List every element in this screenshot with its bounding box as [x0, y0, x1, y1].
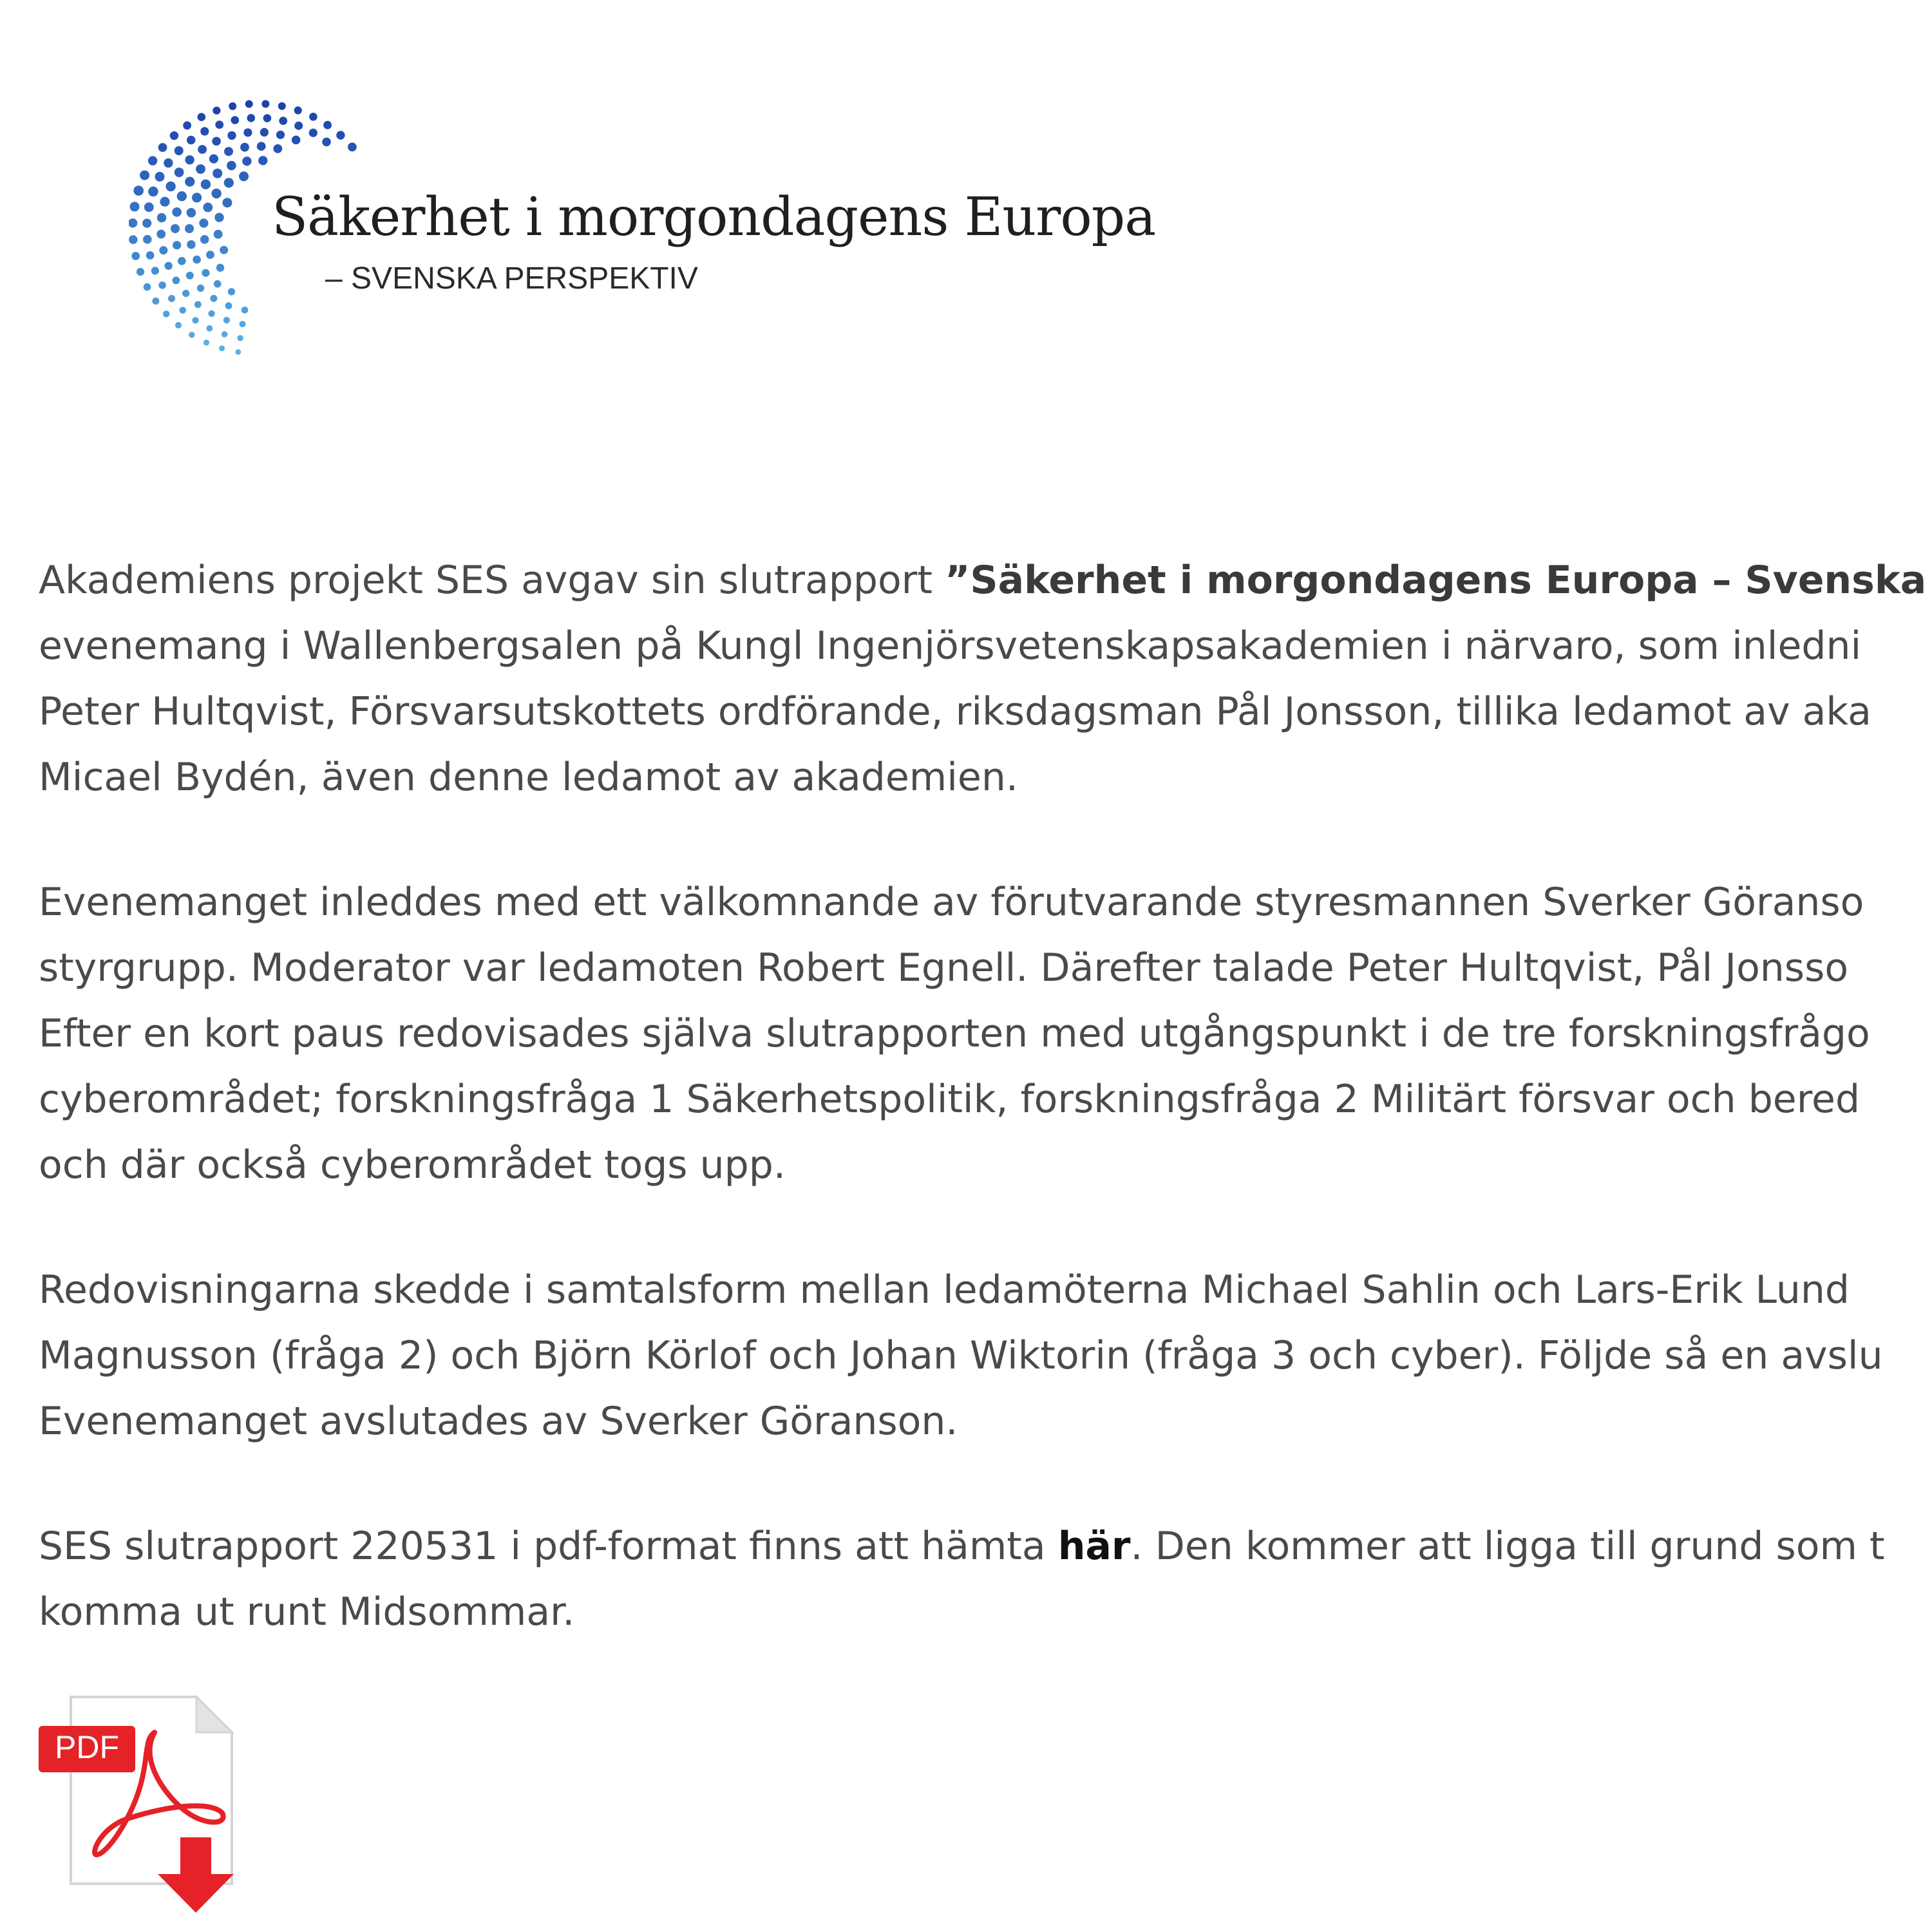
pdf-download-icon[interactable]: [35, 1690, 261, 1916]
globe-dot: [322, 138, 331, 147]
globe-dot: [130, 202, 140, 211]
globe-dot: [278, 102, 286, 110]
globe-dot: [164, 158, 173, 167]
globe-dot: [155, 172, 165, 182]
globe-dot: [220, 246, 228, 254]
globe-dot: [148, 187, 158, 197]
globe-dot: [158, 143, 167, 152]
globe-dot: [129, 218, 137, 227]
globe-dot: [222, 198, 232, 207]
paragraph-line: Efter en kort paus redovisades själva slutrapporten med utgångspunkt i de tre forskningsfrågo: [39, 1011, 1870, 1056]
globe-dot: [294, 106, 302, 114]
globe-dot: [224, 178, 234, 187]
globe-dot: [189, 332, 195, 338]
globe-dot: [187, 208, 196, 218]
paragraph-line: Evenemanget avslutades av Sverker Göranson.: [39, 1399, 958, 1444]
globe-dot: [187, 240, 195, 249]
globe-dot: [224, 147, 233, 156]
globe-dot: [177, 191, 187, 201]
logo-title: Säkerhet i morgondagens Europa: [272, 187, 1156, 248]
globe-dot: [225, 302, 232, 309]
globe-dot: [202, 269, 209, 277]
globe-dot: [163, 310, 169, 317]
article-body: [39, 547, 1932, 1704]
globe-dot: [152, 298, 159, 305]
globe-dot: [237, 335, 243, 341]
globe-dot: [171, 224, 180, 233]
globe-dot: [192, 193, 202, 202]
globe-dot: [133, 185, 144, 196]
paragraph-download: [39, 1513, 1932, 1645]
globe-dot: [228, 288, 235, 295]
globe-dot: [175, 167, 184, 177]
globe-dot: [180, 307, 187, 314]
download-report-link[interactable]: här: [1057, 1524, 1131, 1569]
globe-dot: [229, 102, 236, 110]
paragraph-line: komma ut runt Midsommar.: [39, 1589, 575, 1634]
globe-dot: [240, 143, 249, 152]
globe-dot: [199, 218, 208, 227]
report-title-bold: ”Säkerhet i morgondagens Europa – Svenska: [944, 558, 1927, 603]
globe-dot: [214, 230, 223, 239]
globe-dot: [336, 131, 345, 139]
globe-dot: [242, 307, 249, 314]
globe-dot: [235, 349, 241, 355]
globe-dot: [227, 131, 236, 140]
globe-dot: [170, 131, 178, 140]
globe-dot: [156, 230, 166, 239]
globe-dot: [245, 100, 253, 108]
globe-dot: [261, 100, 269, 108]
globe-dot: [247, 114, 256, 122]
globe-dot: [206, 251, 214, 259]
paragraph-presentations: [39, 1257, 1932, 1454]
globe-dot: [185, 177, 194, 187]
globe-dot: [223, 317, 230, 323]
globe-dot: [196, 164, 205, 174]
globe-dot: [258, 156, 267, 165]
globe-dot: [146, 251, 155, 260]
globe-dot: [193, 256, 201, 264]
globe-dot: [273, 144, 282, 153]
globe-dot: [257, 142, 266, 151]
globe-dot: [131, 252, 140, 260]
globe-dot: [187, 136, 196, 145]
globe-dot: [157, 213, 166, 222]
globe-dot: [198, 145, 207, 154]
globe-dot: [219, 345, 225, 351]
globe-dot: [151, 267, 159, 274]
globe-dot: [260, 128, 269, 137]
globe-dot: [198, 113, 206, 121]
globe-dot: [206, 325, 213, 332]
pdf-badge-label: PDF: [55, 1729, 119, 1765]
globe-dot: [239, 171, 249, 181]
paragraph-line: styrgrupp. Moderator var ledamoten Robert Egnell. Därefter talade Peter Hultqvist, Pål Jonsso: [39, 945, 1849, 990]
globe-dot: [185, 224, 194, 233]
globe-dot: [175, 146, 184, 155]
globe-dot: [204, 339, 209, 345]
globe-dot: [129, 235, 138, 244]
globe-dot: [140, 171, 149, 180]
globe-dot: [159, 246, 167, 254]
paragraph-line: cyberområdet; forskningsfråga 1 Säkerhetspolitik, forskningsfråga 2 Militärt försvar och bered: [39, 1077, 1861, 1122]
globe-dot: [215, 120, 223, 129]
globe-dot: [142, 219, 151, 228]
globe-dot: [216, 264, 224, 272]
intro-text: Akademiens projekt SES avgav sin slutrapport: [39, 558, 945, 603]
download-text-after: . Den kommer att ligga till grund som t: [1130, 1524, 1885, 1569]
globe-dot: [240, 321, 246, 327]
download-text-before: SES slutrapport 220531 i pdf-format finns att hämta: [39, 1524, 1058, 1569]
globe-dot: [231, 116, 240, 124]
globe-dot: [213, 169, 222, 178]
paragraph-line: Magnusson (fråga 2) och Björn Körlof och Johan Wiktorin (fråga 3 och cyber). Följde så en avslu: [39, 1333, 1883, 1378]
globe-dot: [294, 122, 303, 130]
globe-dot: [211, 189, 221, 198]
globe-dot: [348, 142, 357, 151]
paragraph-intro: [39, 547, 1932, 810]
globe-dot: [214, 280, 222, 288]
globe-dot: [173, 277, 180, 285]
paragraph-line: evenemang i Wallenbergsalen på Kungl Ingenjörsvetenskapsakademien i närvaro, som inledni: [39, 623, 1862, 668]
paragraph-line: Peter Hultqvist, Försvarsutskottets ordförande, riksdagsman Pål Jonsson, tillika ledamot av aka: [39, 689, 1871, 734]
globe-dot: [213, 107, 220, 115]
globe-dot: [182, 290, 189, 297]
globe-dot: [137, 268, 144, 276]
globe-dot: [201, 180, 211, 189]
ses-logo: [0, 0, 1159, 399]
globe-dot: [168, 295, 175, 302]
globe-dot: [175, 322, 182, 328]
globe-dot: [210, 295, 217, 302]
globe-dot: [143, 235, 152, 244]
globe-dot: [279, 117, 287, 125]
paragraph-line: och där också cyberområdet togs upp.: [39, 1142, 786, 1188]
globe-dot: [185, 155, 194, 164]
globe-dot: [309, 113, 317, 121]
globe-dot: [222, 331, 228, 337]
globe-dot: [183, 121, 191, 129]
paragraph-event: [39, 869, 1932, 1198]
globe-dot: [200, 235, 209, 244]
globe-dot: [172, 207, 182, 217]
globe-dot: [276, 131, 285, 139]
logo-subtitle: – SVENSKA PERSPEKTIV: [325, 261, 698, 296]
globe-dot: [323, 121, 332, 129]
globe-dot: [200, 127, 209, 135]
globe-dot: [203, 203, 213, 213]
paragraph-line: Redovisningarna skedde i samtalsform mellan ledamöterna Michael Sahlin och Lars-Erik Lund: [39, 1267, 1850, 1312]
paragraph-line: [39, 547, 1932, 613]
globe-dot: [212, 137, 221, 146]
globe-dot: [209, 155, 218, 164]
globe-dot: [243, 128, 252, 137]
globe-dot: [178, 257, 186, 265]
globe-dot: [309, 129, 317, 137]
globe-dot: [144, 202, 154, 212]
paragraph-line: [39, 1513, 1932, 1579]
globe-dot: [166, 182, 175, 191]
globe-dot: [197, 285, 204, 292]
globe-dot: [192, 317, 198, 323]
globe-dot: [194, 301, 202, 308]
globe-dot: [148, 156, 157, 165]
globe-dot: [158, 281, 166, 289]
globe-dot: [227, 161, 236, 171]
globe-dot: [144, 283, 151, 291]
globe-dot: [263, 114, 272, 122]
globe-dot: [186, 272, 194, 279]
paragraph-line: Micael Bydén, även denne ledamot av akademien.: [39, 755, 1018, 800]
globe-dot: [208, 310, 214, 317]
paragraph-line: Evenemanget inleddes med ett välkomnande av förutvarande styresmannen Sverker Göranso: [39, 880, 1864, 925]
globe-dot: [214, 213, 223, 222]
globe-dot: [164, 262, 172, 270]
globe-dot: [292, 136, 301, 145]
globe-dot: [160, 197, 169, 207]
globe-dot: [173, 241, 181, 249]
globe-dot: [242, 156, 251, 166]
